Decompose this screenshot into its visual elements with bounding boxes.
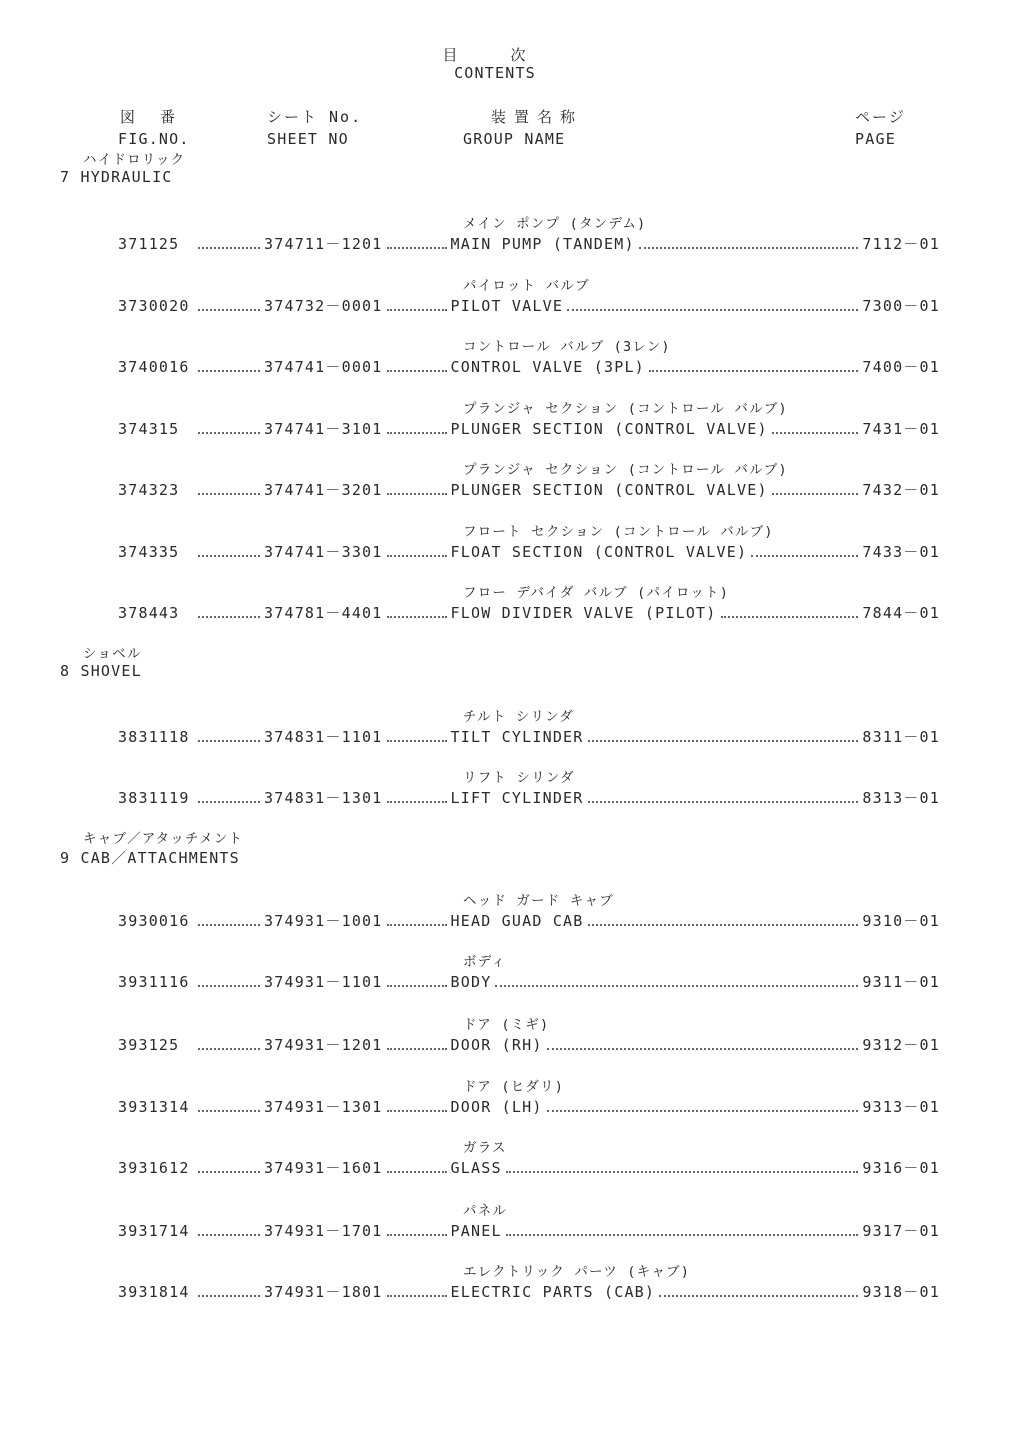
fig-no: 374323	[118, 481, 180, 499]
page-no: 8313－01	[862, 789, 940, 807]
group-name-jp: パネル	[463, 1203, 508, 1219]
list-item	[0, 766, 1024, 810]
page-no: 7300－01	[862, 297, 940, 315]
group-name: PLUNGER SECTION (CONTROL VALVE)	[450, 420, 768, 438]
dot-leader	[751, 555, 858, 557]
fig-no: 374335	[118, 543, 180, 561]
header-fig-no-jp: 図 番	[120, 108, 184, 126]
group-name: LIFT CYLINDER	[450, 789, 584, 807]
sheet-no: 374931－1201	[264, 1036, 383, 1054]
entry-row	[118, 418, 940, 439]
dot-leader	[772, 493, 859, 495]
page-no: 8311－01	[862, 728, 940, 746]
group-name: DOOR (RH)	[450, 1036, 543, 1054]
group-name-jp: ガラス	[463, 1140, 507, 1156]
dot-leader	[387, 432, 447, 434]
entry-row	[118, 787, 940, 808]
sheet-no: 374741－0001	[264, 358, 383, 376]
list-item	[0, 520, 1024, 564]
section-heading: 8 SHOVEL	[60, 662, 142, 680]
group-name-jp: メイン ポンプ (タンデム)	[463, 216, 647, 232]
dot-leader	[387, 1295, 447, 1297]
page-no: 9311－01	[862, 973, 940, 991]
dot-leader	[495, 985, 858, 987]
page-no: 9312－01	[862, 1036, 940, 1054]
header-page-en: PAGE	[855, 130, 896, 148]
dot-leader	[588, 924, 859, 926]
dot-leader	[198, 801, 260, 803]
dot-leader	[198, 555, 260, 557]
entry-row	[118, 602, 940, 623]
list-item	[0, 1199, 1024, 1243]
list-item	[0, 274, 1024, 318]
section-heading-jp: キャブ／アタッチメント	[83, 831, 244, 847]
dot-leader	[588, 740, 859, 742]
list-item	[0, 705, 1024, 749]
dot-leader	[198, 924, 260, 926]
entry-row	[118, 356, 940, 377]
page-no: 9317－01	[862, 1222, 940, 1240]
group-name: ELECTRIC PARTS (CAB)	[450, 1283, 656, 1301]
page-no: 9316－01	[862, 1159, 940, 1177]
dot-leader	[387, 1110, 447, 1112]
group-name-jp: プランジャ セクション (コントロール バルブ)	[463, 401, 788, 417]
fig-no: 374315	[118, 420, 180, 438]
sheet-no: 374831－1301	[264, 789, 383, 807]
group-name-jp: プランジャ セクション (コントロール バルブ)	[463, 462, 788, 478]
dot-leader	[198, 247, 260, 249]
header-sheet-no-en: SHEET NO	[267, 130, 349, 148]
sheet-no: 374831－1101	[264, 728, 383, 746]
header-group-name-jp: 装置名称	[491, 108, 584, 126]
dot-leader	[198, 370, 260, 372]
sheet-no: 374931－1001	[264, 912, 383, 930]
sheet-no: 374781－4401	[264, 604, 383, 622]
entry-row	[118, 1281, 940, 1302]
fig-no: 378443	[118, 604, 180, 622]
dot-leader	[198, 493, 260, 495]
header-group-name-en: GROUP NAME	[463, 130, 566, 148]
sheet-no: 374711－1201	[264, 235, 383, 253]
group-name: FLOAT SECTION (CONTROL VALVE)	[450, 543, 748, 561]
group-name: GLASS	[450, 1159, 502, 1177]
fig-no: 3931116	[118, 973, 190, 991]
entry-row	[118, 1034, 940, 1055]
list-item	[0, 581, 1024, 625]
header-sheet-no-jp: シート No.	[267, 108, 363, 126]
page-title-jp: 目 次	[442, 46, 548, 64]
dot-leader	[387, 555, 447, 557]
entry-row	[118, 1096, 940, 1117]
dot-leader	[547, 1110, 859, 1112]
sheet-no: 374931－1101	[264, 973, 383, 991]
entry-row	[118, 910, 940, 931]
list-item	[0, 458, 1024, 502]
list-item	[0, 1136, 1024, 1180]
dot-leader	[721, 616, 859, 618]
dot-leader	[387, 616, 447, 618]
dot-leader	[588, 801, 859, 803]
sheet-no: 374931－1301	[264, 1098, 383, 1116]
dot-leader	[387, 801, 447, 803]
group-name-jp: フロート セクション (コントロール バルブ)	[463, 524, 774, 540]
header-sheet-no	[267, 106, 362, 148]
group-name: FLOW DIVIDER VALVE (PILOT)	[450, 604, 717, 622]
page-no: 7844－01	[862, 604, 940, 622]
dot-leader	[506, 1234, 859, 1236]
page-no: 9313－01	[862, 1098, 940, 1116]
dot-leader	[198, 432, 260, 434]
fig-no: 3931814	[118, 1283, 190, 1301]
group-name: PILOT VALVE	[450, 297, 564, 315]
dot-leader	[639, 247, 859, 249]
sheet-no: 374741－3201	[264, 481, 383, 499]
group-name-jp: フロー デバイダ バルブ (パイロット)	[463, 585, 730, 601]
dot-leader	[387, 1048, 447, 1050]
header-page-jp: ページ	[855, 108, 906, 126]
sheet-no: 374741－3301	[264, 543, 383, 561]
dot-leader	[387, 740, 447, 742]
dot-leader	[198, 1110, 260, 1112]
dot-leader	[387, 247, 447, 249]
group-name-jp: コントロール バルブ (3レン)	[463, 339, 671, 355]
group-name: MAIN PUMP (TANDEM)	[450, 235, 635, 253]
list-item	[0, 889, 1024, 933]
entry-row	[118, 541, 940, 562]
fig-no: 3931314	[118, 1098, 190, 1116]
page-no: 7112－01	[862, 235, 940, 253]
dot-leader	[387, 1171, 447, 1173]
entry-row	[118, 1220, 940, 1241]
sheet-no: 374931－1801	[264, 1283, 383, 1301]
group-name: BODY	[450, 973, 492, 991]
group-name: TILT CYLINDER	[450, 728, 584, 746]
group-name-jp: ドア (ヒダリ)	[463, 1079, 565, 1095]
fig-no: 3740016	[118, 358, 190, 376]
sheet-no: 374931－1601	[264, 1159, 383, 1177]
dot-leader	[659, 1295, 858, 1297]
dot-leader	[198, 740, 260, 742]
dot-leader	[198, 309, 260, 311]
header-page	[855, 106, 906, 148]
page-no: 7433－01	[862, 543, 940, 561]
group-name-jp: ボディ	[463, 954, 507, 970]
dot-leader	[649, 370, 859, 372]
dot-leader	[506, 1171, 859, 1173]
dot-leader	[387, 1234, 447, 1236]
dot-leader	[547, 1048, 859, 1050]
dot-leader	[198, 985, 260, 987]
sheet-no: 374741－3101	[264, 420, 383, 438]
page-no: 7400－01	[862, 358, 940, 376]
fig-no: 3930016	[118, 912, 190, 930]
entry-row	[118, 971, 940, 992]
fig-no: 393125	[118, 1036, 180, 1054]
group-name-jp: ヘッド ガード キャブ	[463, 893, 614, 909]
page-no: 7431－01	[862, 420, 940, 438]
section-heading-jp: ハイドロリック	[83, 152, 186, 168]
dot-leader	[387, 493, 447, 495]
page-no: 9310－01	[862, 912, 940, 930]
section-heading-jp: ショベル	[83, 646, 142, 662]
section-heading: 7 HYDRAULIC	[60, 168, 173, 186]
page-no: 7432－01	[862, 481, 940, 499]
list-item	[0, 335, 1024, 379]
group-name: PANEL	[450, 1222, 502, 1240]
entry-row	[118, 726, 940, 747]
fig-no: 3931714	[118, 1222, 190, 1240]
group-name-jp: ドア (ミギ)	[463, 1017, 550, 1033]
header-fig-no	[118, 106, 190, 148]
list-item	[0, 950, 1024, 994]
group-name: CONTROL VALVE (3PL)	[450, 358, 645, 376]
list-item	[0, 1260, 1024, 1304]
dot-leader	[198, 1048, 260, 1050]
dot-leader	[198, 1234, 260, 1236]
fig-no: 3831118	[118, 728, 190, 746]
dot-leader	[198, 1295, 260, 1297]
entry-row	[118, 233, 940, 254]
dot-leader	[567, 309, 858, 311]
group-name-jp: エレクトリック パーツ (キャブ)	[463, 1264, 691, 1280]
sheet-no: 374931－1701	[264, 1222, 383, 1240]
dot-leader	[387, 309, 447, 311]
group-name: DOOR (LH)	[450, 1098, 543, 1116]
list-item	[0, 1013, 1024, 1057]
dot-leader	[387, 924, 447, 926]
fig-no: 3831119	[118, 789, 190, 807]
header-group-name	[463, 106, 583, 148]
group-name-jp: リフト シリンダ	[463, 770, 575, 786]
group-name-jp: チルト シリンダ	[463, 709, 575, 725]
fig-no: 3931612	[118, 1159, 190, 1177]
page-no: 9318－01	[862, 1283, 940, 1301]
section-heading: 9 CAB／ATTACHMENTS	[60, 849, 240, 867]
dot-leader	[198, 1171, 260, 1173]
page-title: CONTENTS	[454, 64, 536, 82]
dot-leader	[198, 616, 260, 618]
header-fig-no-en: FIG.NO.	[118, 130, 190, 148]
group-name: HEAD GUAD CAB	[450, 912, 584, 930]
group-name: PLUNGER SECTION (CONTROL VALVE)	[450, 481, 768, 499]
entry-row	[118, 1157, 940, 1178]
dot-leader	[387, 370, 447, 372]
entry-row	[118, 479, 940, 500]
sheet-no: 374732－0001	[264, 297, 383, 315]
fig-no: 3730020	[118, 297, 190, 315]
list-item	[0, 212, 1024, 256]
fig-no: 371125	[118, 235, 180, 253]
list-item	[0, 397, 1024, 441]
group-name-jp: パイロット バルブ	[463, 278, 590, 294]
entry-row	[118, 295, 940, 316]
list-item	[0, 1075, 1024, 1119]
dot-leader	[772, 432, 859, 434]
dot-leader	[387, 985, 447, 987]
